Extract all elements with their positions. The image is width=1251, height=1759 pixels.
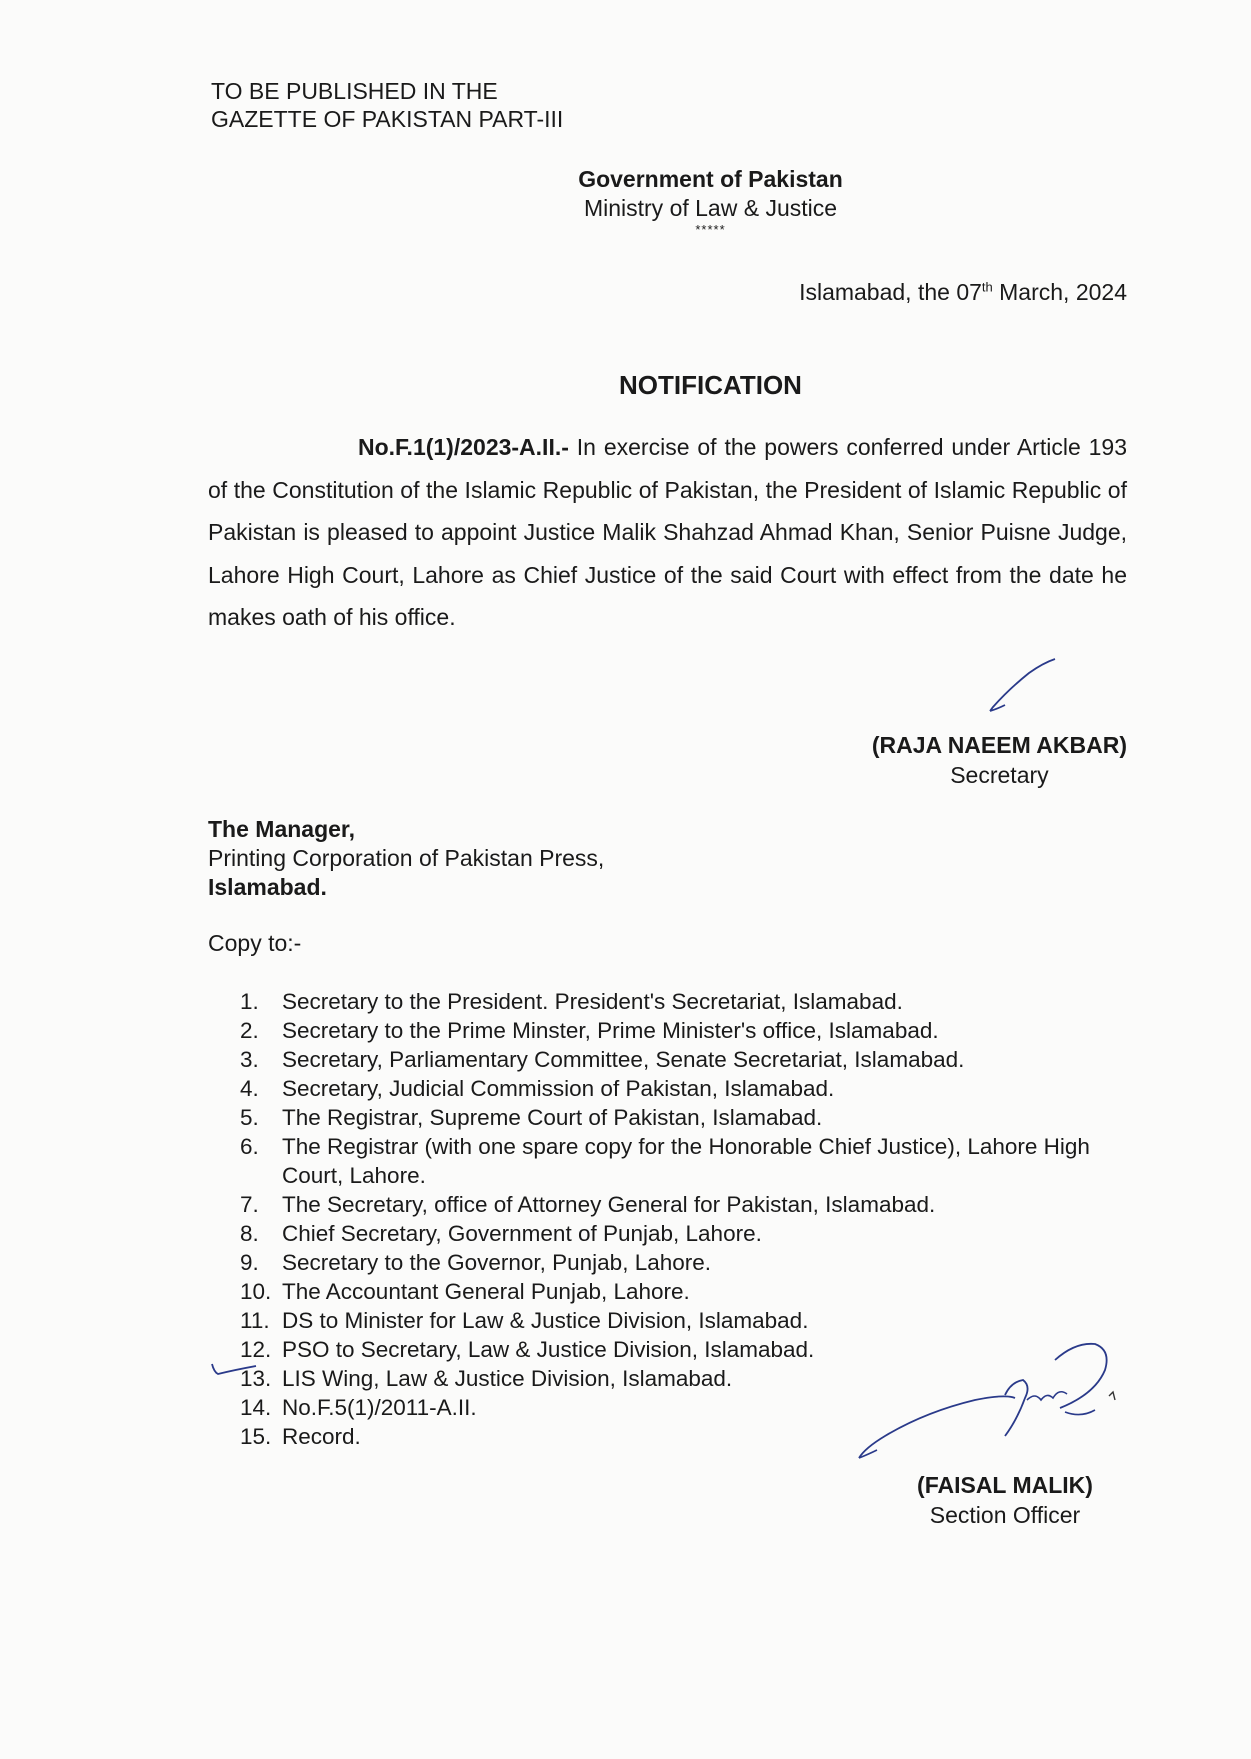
copy-to-item-number: 11. [240,1308,270,1333]
addressee-line-2: Printing Corporation of Pakistan Press, [208,845,605,871]
copy-to-item-number: 3. [240,1047,259,1072]
separator-stars: ***** [695,222,726,237]
copy-to-item-number: 15. [240,1424,272,1449]
copy-to-item-text: DS to Minister for Law & Justice Division, Islamabad. [282,1308,809,1333]
copy-to-item-number: 1. [240,989,259,1014]
addressee-line-1: The Manager, [208,816,355,842]
copy-to-item-number: 13. [240,1366,272,1391]
notification-title: NOTIFICATION [619,370,802,400]
copy-to-item-number: 9. [240,1250,259,1275]
copy-to-item-number: 6. [240,1134,259,1159]
section-officer-block [890,1470,1120,1530]
notification-reference: No.F.1(1)/2023-A.II.- [358,434,569,460]
copy-to-item [240,1248,1140,1277]
copy-to-item-number: 4. [240,1076,259,1101]
section-officer-name: (FAISAL MALIK) [917,1472,1093,1498]
copy-to-item [240,1277,1140,1306]
notification-body [208,426,1127,639]
section-officer-signature [855,1340,1125,1465]
secretary-block [872,730,1127,790]
copy-to-item-text: No.F.5(1)/2011-A.II. [282,1395,477,1420]
copy-to-item-text: Record. [282,1424,361,1449]
copy-to-item [240,1045,1140,1074]
secretary-name: (RAJA NAEEM AKBAR) [871,732,1127,758]
section-officer-designation: Section Officer [929,1502,1081,1528]
date-suffix: th [981,279,993,295]
addressee-block [208,815,604,902]
copy-to-item-number: 10. [240,1279,272,1304]
copy-to-item-number: 2. [240,1018,259,1043]
copy-to-label: Copy to:- [208,930,302,956]
tick-mark [210,1360,260,1380]
copy-to-item [240,1103,1140,1132]
secretary-designation: Secretary [950,762,1049,788]
copy-to-item-number: 5. [240,1105,259,1130]
copy-to-item [240,1306,1140,1335]
date-rest: March, 2024 [992,279,1127,305]
gazette-line-2: GAZETTE OF PAKISTAN PART-III [211,106,564,132]
copy-to-item [240,987,1140,1016]
copy-to-item [240,1219,1140,1248]
copy-to-item-text: PSO to Secretary, Law & Justice Division, Islamabad. [282,1337,815,1362]
copy-to-item [240,1016,1140,1045]
copy-to-item-text: The Registrar, Supreme Court of Pakistan, Islamabad. [282,1105,823,1130]
gazette-notice [211,77,563,133]
copy-to-item-text: The Accountant General Punjab, Lahore. [282,1279,690,1304]
copy-to-item-number: 7. [240,1192,259,1217]
copy-to-item-text: Secretary, Judicial Commission of Pakistan, Islamabad. [282,1076,835,1101]
copy-to-item [240,1132,1140,1190]
copy-to-item-text: Secretary, Parliamentary Committee, Senate Secretariat, Islamabad. [282,1047,965,1072]
copy-to-item [240,1074,1140,1103]
government-name: Government of Pakistan [578,166,843,192]
ministry-name: Ministry of Law & Justice [583,195,838,221]
copy-to-item [240,1190,1140,1219]
copy-to-item-text: The Registrar (with one spare copy for the Honorable Chief Justice), Lahore High Court, Lahore. [282,1134,1090,1188]
copy-to-item-number: 14. [240,1395,272,1420]
date-prefix: Islamabad, the 07 [799,279,982,305]
notification-text: In exercise of the powers conferred under Article 193 of the Constitution of the Islamic Republic of Pakistan, the President of Islamic Republic of Pakistan is pleased to appoint Justice Malik Shahzad Ahmad Khan, Senior Puisne Judge, Lahore High Court, Lahore as Chief Justice of the said Court with effect from the date he makes oath of his office. [208,434,1127,630]
copy-to-item-number: 12. [240,1337,272,1362]
addressee-line-3: Islamabad. [208,874,327,900]
copy-to-item-text: LIS Wing, Law & Justice Division, Islamabad. [282,1366,733,1391]
gazette-line-1: TO BE PUBLISHED IN THE [211,78,498,104]
letterhead [0,165,1251,237]
document-date [799,279,1127,306]
copy-to-item-text: Secretary to the Governor, Punjab, Lahore. [282,1250,712,1275]
copy-to-item-text: The Secretary, office of Attorney General for Pakistan, Islamabad. [282,1192,936,1217]
copy-to-item-text: Chief Secretary, Government of Punjab, Lahore. [282,1221,762,1246]
copy-to-item-text: Secretary to the President. President's Secretariat, Islamabad. [282,989,903,1014]
secretary-signature [985,655,1065,715]
copy-to-item-text: Secretary to the Prime Minster, Prime Minister's office, Islamabad. [282,1018,939,1043]
copy-to-item-number: 8. [240,1221,259,1246]
